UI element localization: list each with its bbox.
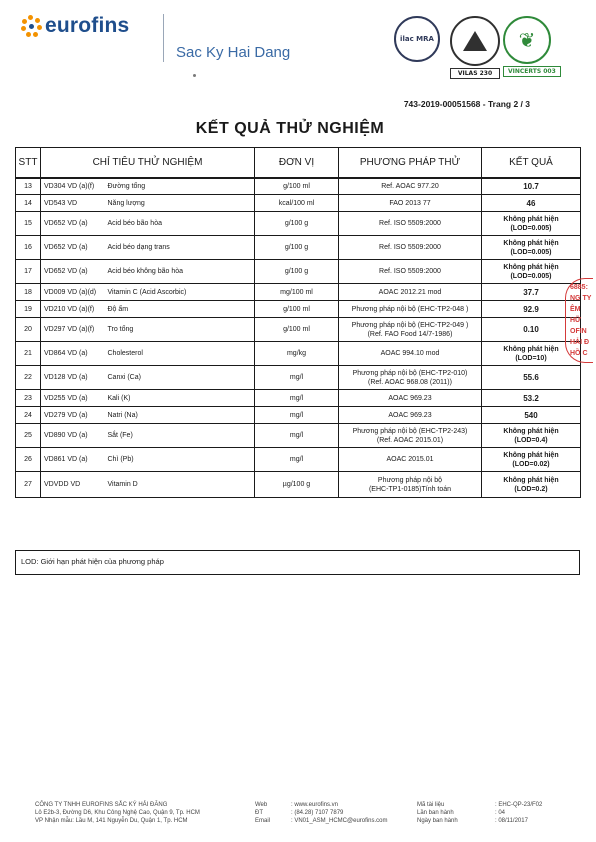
method-line: Phương pháp nội bộ (EHC-TP2-048 ): [351, 305, 469, 313]
result-line: Không phát hiện: [503, 345, 559, 353]
method-line: Ref. ISO 5509:2000: [379, 268, 441, 275]
stamp-text: HỒ C: [570, 350, 588, 357]
footer-label-web: Web: [255, 802, 268, 808]
row-parameter: Vitamin D: [105, 472, 255, 498]
result-line: (LOD=0.4): [514, 436, 548, 444]
result-line: 46: [526, 198, 536, 208]
row-parameter: Canxi (Ca): [105, 366, 255, 390]
footer-issue-date: : 08/11/2017: [495, 818, 528, 824]
row-result: [482, 195, 581, 212]
row-code: VD297 VD (a)(f): [41, 318, 105, 342]
table-row: [16, 472, 581, 498]
footer-phone: : (84.28) 7107 7879: [291, 810, 344, 816]
row-method: [339, 178, 482, 195]
row-parameter: Natri (Na): [105, 407, 255, 424]
row-result: [482, 448, 581, 472]
row-parameter: Chì (Pb): [105, 448, 255, 472]
row-result: [482, 390, 581, 407]
result-line: 0.10: [523, 325, 539, 334]
footer-label-issue-date: Ngày ban hành: [417, 818, 458, 824]
stamp-text: HẢI Đ: [570, 339, 590, 346]
row-unit: g/100 g: [255, 236, 339, 260]
method-line: (EHC-TP1-0185)Tính toán: [368, 485, 452, 493]
row-result: [482, 178, 581, 195]
row-result: [482, 472, 581, 498]
table-row: [16, 407, 581, 424]
footer-label-revision: Lần ban hành: [417, 810, 454, 816]
table-row: [16, 448, 581, 472]
row-code: VD210 VD (a)(f): [41, 301, 105, 318]
row-stt: 14: [16, 195, 41, 212]
header-unit: ĐƠN VỊ: [255, 148, 339, 178]
header-method: PHƯƠNG PHÁP THỬ: [339, 148, 482, 178]
table-row: [16, 284, 581, 301]
header-stt: STT: [16, 148, 41, 178]
result-line: Không phát hiện: [503, 427, 559, 435]
row-parameter: Cholesterol: [105, 342, 255, 366]
row-code: VDVDD VD: [41, 472, 105, 498]
results-table: [15, 147, 581, 498]
row-unit: mg/l: [255, 424, 339, 448]
method-line: Phương pháp nội bộ (EHC-TP2-010): [352, 369, 468, 377]
method-line: (Ref. AOAC 2015.01): [376, 436, 444, 444]
result-line: 540: [524, 410, 538, 420]
footer-revision: : 04: [495, 810, 506, 816]
row-code: VD255 VD (a): [41, 390, 105, 407]
row-code: VD009 VD (a)(d): [41, 284, 105, 301]
row-unit: µg/100 g: [255, 472, 339, 498]
row-unit: kcal/100 ml: [255, 195, 339, 212]
header-result: KẾT QUẢ: [482, 148, 581, 178]
stamp-text: NG TY: [570, 295, 592, 302]
table-row: [16, 424, 581, 448]
row-parameter: Acid béo bão hòa: [105, 212, 255, 236]
row-parameter: Vitamin C (Acid Ascorbic): [105, 284, 255, 301]
row-stt: 22: [16, 366, 41, 390]
row-method: [339, 407, 482, 424]
row-stt: 25: [16, 424, 41, 448]
result-line: Không phát hiện: [503, 263, 559, 271]
row-unit: mg/l: [255, 407, 339, 424]
row-unit: g/100 ml: [255, 301, 339, 318]
result-line: (LOD=0.005): [510, 224, 552, 232]
row-method: [339, 472, 482, 498]
header-divider: [163, 14, 164, 62]
row-unit: g/100 g: [255, 260, 339, 284]
row-method: [339, 195, 482, 212]
brand-name: eurofins: [45, 14, 130, 37]
result-line: 92.9: [523, 304, 539, 314]
row-result: [482, 212, 581, 236]
vinacontrol-seal-icon: ❦ VINCERTS 003: [503, 16, 561, 77]
row-stt: 15: [16, 212, 41, 236]
row-unit: mg/100 ml: [255, 284, 339, 301]
footer-address-1: Lô E2b-3, Đường D6, Khu Công Nghệ Cao, Quận 9, Tp. HCM: [35, 810, 200, 816]
result-line: (LOD=0.005): [510, 248, 552, 256]
page-title: KẾT QUẢ THỬ NGHIỆM: [195, 120, 385, 137]
row-stt: 16: [16, 236, 41, 260]
result-line: Không phát hiện: [503, 215, 559, 223]
red-stamp: [565, 278, 593, 388]
vincerts-label: VINCERTS 003: [503, 66, 561, 77]
row-method: [339, 236, 482, 260]
method-line: Phương pháp nội bộ (EHC-TP2-243): [352, 427, 468, 435]
row-unit: g/100 g: [255, 212, 339, 236]
row-unit: g/100 ml: [255, 318, 339, 342]
table-row: [16, 342, 581, 366]
method-line: AOAC 969.23: [388, 411, 432, 419]
method-line: (Ref. AOAC 968.08 (2011)): [368, 378, 452, 386]
vilas-label: VILAS 230: [450, 68, 500, 79]
row-stt: 21: [16, 342, 41, 366]
header-parameter: CHỈ TIÊU THỬ NGHIỆM: [41, 148, 255, 178]
result-line: Không phát hiện: [503, 239, 559, 247]
method-line: Ref. AOAC 977.20: [381, 182, 439, 190]
table-row: [16, 366, 581, 390]
row-stt: 20: [16, 318, 41, 342]
table-row: [16, 301, 581, 318]
row-parameter: Tro tổng: [105, 318, 255, 342]
report-reference: 743-2019-00051568 - Trang 2 / 3: [403, 99, 530, 109]
method-line: Ref. ISO 5509:2000: [379, 244, 441, 251]
stamp-text: OFIN: [570, 328, 587, 335]
row-method: [339, 260, 482, 284]
row-stt: 24: [16, 407, 41, 424]
row-code: VD304 VD (a)(f): [41, 178, 105, 195]
eurofins-dots-icon: [20, 15, 42, 37]
row-method: [339, 212, 482, 236]
row-parameter: Độ ẩm: [105, 301, 255, 318]
result-line: 53.2: [523, 393, 539, 403]
row-method: [339, 318, 482, 342]
row-stt: 27: [16, 472, 41, 498]
row-result: [482, 424, 581, 448]
result-line: 37.7: [523, 287, 539, 297]
row-unit: mg/l: [255, 448, 339, 472]
row-unit: mg/l: [255, 390, 339, 407]
result-line: (LOD=0.02): [512, 460, 550, 468]
row-code: VD652 VD (a): [41, 236, 105, 260]
row-method: [339, 342, 482, 366]
row-parameter: Đường tổng: [105, 178, 255, 195]
footer-address-2: VP Nhận mẫu: Lầu M, 141 Nguyễn Du, Quận 1, Tp. HCM: [35, 818, 188, 824]
row-method: [339, 366, 482, 390]
row-method: [339, 284, 482, 301]
row-parameter: Năng lượng: [105, 195, 255, 212]
method-line: (Ref. FAO Food 14/7-1986): [367, 330, 453, 338]
method-line: AOAC 969.23: [388, 394, 432, 402]
row-parameter: Kali (K): [105, 390, 255, 407]
row-unit: g/100 ml: [255, 178, 339, 195]
result-line: Không phát hiện: [503, 476, 559, 484]
stamp-text: ÊM HỮ: [570, 306, 581, 324]
result-line: (LOD=10): [515, 354, 547, 362]
method-line: Ref. ISO 5509:2000: [379, 220, 441, 227]
eurofins-logo: [20, 14, 129, 38]
footer-label-email: Email: [255, 818, 271, 824]
row-stt: 19: [16, 301, 41, 318]
result-line: (LOD=0.005): [510, 272, 552, 280]
row-code: VD864 VD (a): [41, 342, 105, 366]
footer-label-phone: ĐT: [255, 810, 263, 816]
row-method: [339, 301, 482, 318]
footer-email-link[interactable]: : VN01_ASM_HCMC@eurofins.com: [291, 818, 388, 824]
table-row: [16, 390, 581, 407]
row-stt: 17: [16, 260, 41, 284]
result-line: (LOD=0.2): [514, 485, 548, 493]
result-line: Không phát hiện: [503, 451, 559, 459]
row-parameter: Acid béo không bão hòa: [105, 260, 255, 284]
stamp-text: 6885:: [570, 284, 588, 291]
row-code: VD543 VD: [41, 195, 105, 212]
result-line: 55.6: [523, 373, 539, 382]
row-code: VD279 VD (a): [41, 407, 105, 424]
ilac-mra-seal-icon: ilac MRA: [394, 16, 440, 62]
method-line: Phương pháp nội bộ (EHC-TP2-049 ): [351, 321, 469, 329]
table-header-row: [16, 148, 581, 178]
footer-web-link[interactable]: : www.eurofins.vn: [291, 802, 339, 808]
row-code: VD890 VD (a): [41, 424, 105, 448]
row-code: VD128 VD (a): [41, 366, 105, 390]
lod-note: LOD: Giới hạn phát hiện của phương pháp: [15, 550, 580, 575]
table-row: [16, 260, 581, 284]
footer-label-doc-code: Mã tài liệu: [417, 802, 445, 808]
table-row: [16, 212, 581, 236]
boa-accreditation-seal-icon: [450, 16, 500, 79]
row-stt: 23: [16, 390, 41, 407]
method-line: AOAC 2012.21 mod: [378, 288, 442, 296]
row-code: VD652 VD (a): [41, 260, 105, 284]
result-line: 10.7: [523, 181, 539, 191]
table-row: [16, 318, 581, 342]
row-code: VD861 VD (a): [41, 448, 105, 472]
row-unit: mg/kg: [255, 342, 339, 366]
table-row: [16, 178, 581, 195]
row-method: [339, 390, 482, 407]
row-result: [482, 236, 581, 260]
row-result: [482, 407, 581, 424]
row-method: [339, 448, 482, 472]
row-stt: 18: [16, 284, 41, 301]
row-stt: 26: [16, 448, 41, 472]
company-name: Sac Ky Hai Dang: [176, 44, 291, 61]
method-line: FAO 2013 77: [389, 199, 431, 207]
mark-dot: [193, 74, 196, 77]
method-line: Phương pháp nội bộ: [377, 476, 443, 484]
table-row: [16, 195, 581, 212]
footer-doc-code: : EHC-QP-23/F02: [495, 802, 543, 808]
row-parameter: Sắt (Fe): [105, 424, 255, 448]
method-line: AOAC 994.10 mod: [380, 350, 440, 357]
row-code: VD652 VD (a): [41, 212, 105, 236]
row-parameter: Acid béo dạng trans: [105, 236, 255, 260]
table-row: [16, 236, 581, 260]
footer-company: CÔNG TY TNHH EUROFINS SẮC KÝ HẢI ĐĂNG: [35, 802, 168, 808]
row-unit: mg/l: [255, 366, 339, 390]
row-stt: 13: [16, 178, 41, 195]
method-line: AOAC 2015.01: [386, 456, 434, 463]
row-method: [339, 424, 482, 448]
